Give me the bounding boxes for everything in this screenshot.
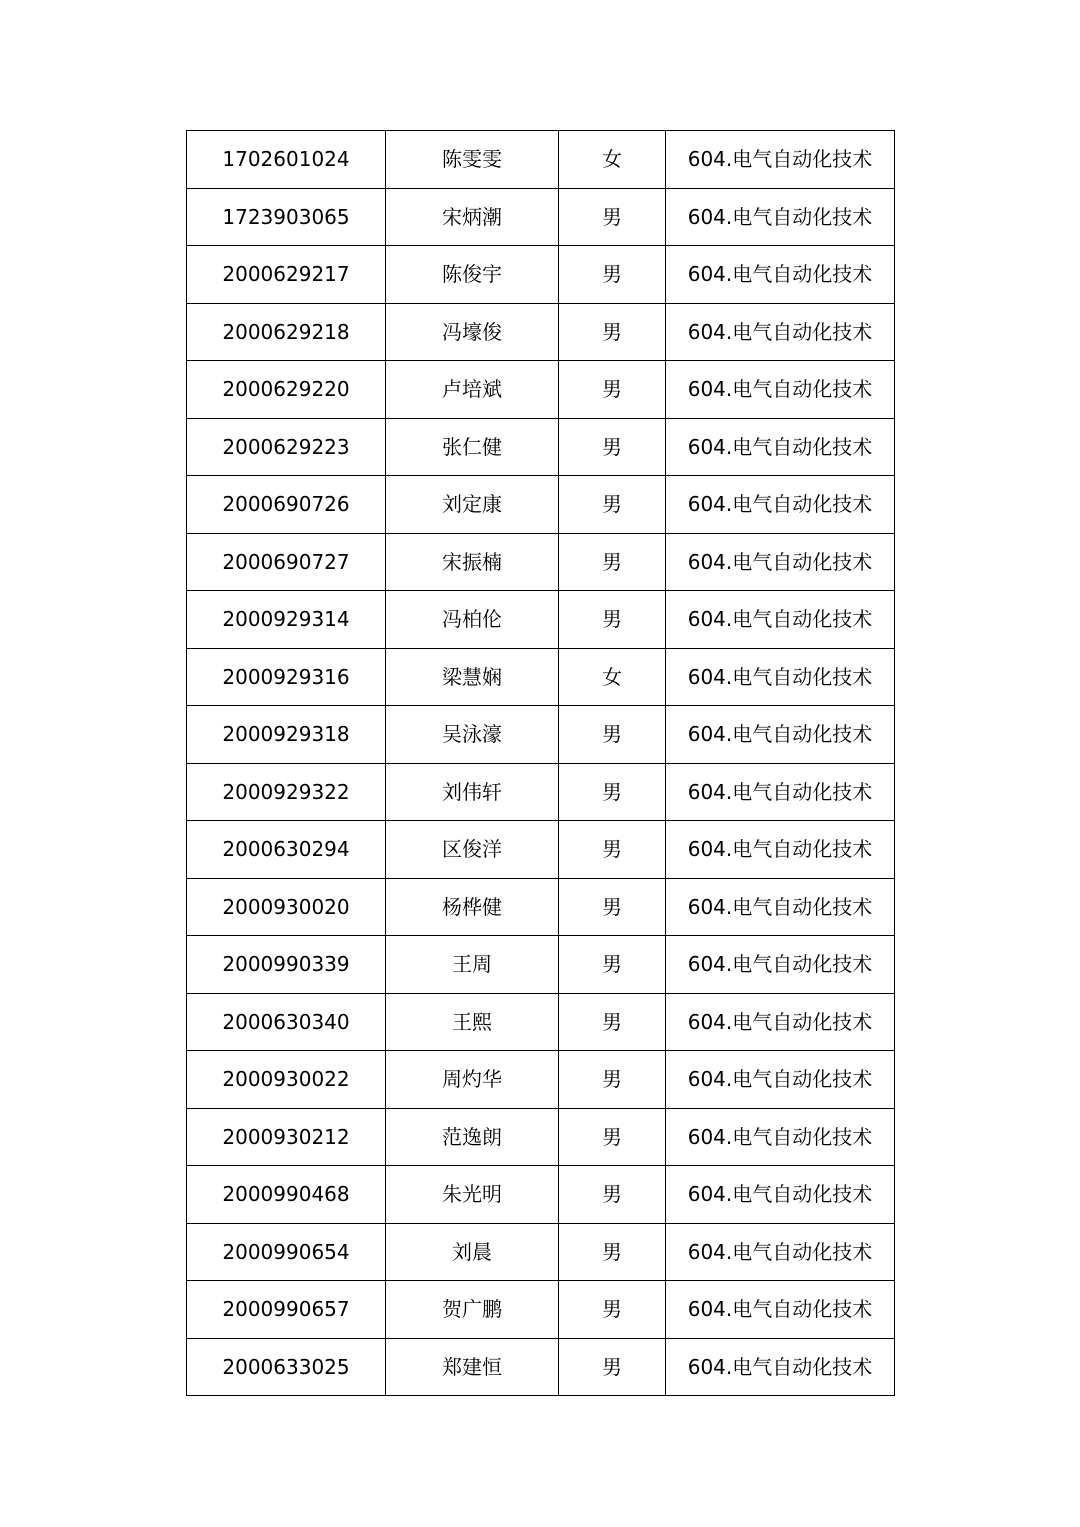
- student-major-cell: 604.电气自动化技术: [666, 878, 895, 936]
- student-id-cell: 2000990654: [187, 1223, 386, 1281]
- student-id-cell: 2000990657: [187, 1281, 386, 1339]
- student-name-cell: 冯壕俊: [386, 303, 559, 361]
- table-row: [187, 936, 895, 994]
- student-gender-cell: 男: [559, 418, 666, 476]
- student-gender-cell: 男: [559, 303, 666, 361]
- student-gender-cell: 男: [559, 246, 666, 304]
- student-gender-cell: 男: [559, 993, 666, 1051]
- student-major-cell: 604.电气自动化技术: [666, 476, 895, 534]
- student-id-cell: 2000629223: [187, 418, 386, 476]
- table-row: [187, 591, 895, 649]
- student-major-cell: 604.电气自动化技术: [666, 361, 895, 419]
- student-name-cell: 郑建恒: [386, 1338, 559, 1396]
- student-name-cell: 周灼华: [386, 1051, 559, 1109]
- student-major-cell: 604.电气自动化技术: [666, 303, 895, 361]
- student-id-cell: 2000630340: [187, 993, 386, 1051]
- table-row: [187, 706, 895, 764]
- table-row: [187, 821, 895, 879]
- student-id-cell: 2000633025: [187, 1338, 386, 1396]
- student-major-cell: 604.电气自动化技术: [666, 821, 895, 879]
- table-row: [187, 533, 895, 591]
- student-gender-cell: 男: [559, 878, 666, 936]
- table-row: [187, 993, 895, 1051]
- table-row: [187, 1281, 895, 1339]
- student-major-cell: 604.电气自动化技术: [666, 936, 895, 994]
- student-name-cell: 冯柏伦: [386, 591, 559, 649]
- student-name-cell: 陈雯雯: [386, 131, 559, 189]
- table-row: [187, 1108, 895, 1166]
- student-major-cell: 604.电气自动化技术: [666, 1281, 895, 1339]
- student-major-cell: 604.电气自动化技术: [666, 591, 895, 649]
- student-major-cell: 604.电气自动化技术: [666, 706, 895, 764]
- student-name-cell: 杨桦健: [386, 878, 559, 936]
- student-name-cell: 张仁健: [386, 418, 559, 476]
- student-id-cell: 2000930020: [187, 878, 386, 936]
- student-gender-cell: 男: [559, 1051, 666, 1109]
- student-gender-cell: 男: [559, 476, 666, 534]
- table-row: [187, 1051, 895, 1109]
- student-gender-cell: 男: [559, 1108, 666, 1166]
- student-gender-cell: 男: [559, 1223, 666, 1281]
- table-row: [187, 131, 895, 189]
- student-gender-cell: 男: [559, 936, 666, 994]
- table-row: [187, 763, 895, 821]
- student-major-cell: 604.电气自动化技术: [666, 648, 895, 706]
- student-name-cell: 贺广鹏: [386, 1281, 559, 1339]
- student-name-cell: 陈俊宇: [386, 246, 559, 304]
- table-row: [187, 1166, 895, 1224]
- student-id-cell: 2000690727: [187, 533, 386, 591]
- student-id-cell: 2000930022: [187, 1051, 386, 1109]
- student-id-cell: 1723903065: [187, 188, 386, 246]
- student-major-cell: 604.电气自动化技术: [666, 246, 895, 304]
- student-major-cell: 604.电气自动化技术: [666, 188, 895, 246]
- student-id-cell: 2000629220: [187, 361, 386, 419]
- student-id-cell: 2000630294: [187, 821, 386, 879]
- student-id-cell: 2000929316: [187, 648, 386, 706]
- student-id-cell: 2000929322: [187, 763, 386, 821]
- table-row: [187, 418, 895, 476]
- student-gender-cell: 女: [559, 648, 666, 706]
- student-id-cell: 2000629217: [187, 246, 386, 304]
- student-name-cell: 刘定康: [386, 476, 559, 534]
- student-name-cell: 宋炳潮: [386, 188, 559, 246]
- table-row: [187, 361, 895, 419]
- table-row: [187, 878, 895, 936]
- student-id-cell: 2000990339: [187, 936, 386, 994]
- student-major-cell: 604.电气自动化技术: [666, 1223, 895, 1281]
- student-major-cell: 604.电气自动化技术: [666, 418, 895, 476]
- table-row: [187, 1338, 895, 1396]
- student-major-cell: 604.电气自动化技术: [666, 993, 895, 1051]
- student-gender-cell: 男: [559, 591, 666, 649]
- student-major-cell: 604.电气自动化技术: [666, 763, 895, 821]
- student-id-cell: 2000629218: [187, 303, 386, 361]
- student-id-cell: 1702601024: [187, 131, 386, 189]
- table-row: [187, 188, 895, 246]
- student-name-cell: 刘伟轩: [386, 763, 559, 821]
- table-row: [187, 246, 895, 304]
- student-name-cell: 区俊洋: [386, 821, 559, 879]
- student-id-cell: 2000929318: [187, 706, 386, 764]
- table-row: [187, 476, 895, 534]
- student-gender-cell: 男: [559, 1166, 666, 1224]
- student-name-cell: 王周: [386, 936, 559, 994]
- table-row: [187, 648, 895, 706]
- student-gender-cell: 男: [559, 821, 666, 879]
- student-major-cell: 604.电气自动化技术: [666, 1166, 895, 1224]
- student-major-cell: 604.电气自动化技术: [666, 533, 895, 591]
- student-name-cell: 朱光明: [386, 1166, 559, 1224]
- student-name-cell: 卢培斌: [386, 361, 559, 419]
- student-name-cell: 王熙: [386, 993, 559, 1051]
- roster-table-body: [187, 131, 895, 1396]
- student-name-cell: 范逸朗: [386, 1108, 559, 1166]
- student-id-cell: 2000690726: [187, 476, 386, 534]
- student-major-cell: 604.电气自动化技术: [666, 1338, 895, 1396]
- student-gender-cell: 男: [559, 706, 666, 764]
- student-major-cell: 604.电气自动化技术: [666, 131, 895, 189]
- student-name-cell: 梁慧娴: [386, 648, 559, 706]
- student-id-cell: 2000990468: [187, 1166, 386, 1224]
- student-gender-cell: 男: [559, 188, 666, 246]
- student-name-cell: 宋振楠: [386, 533, 559, 591]
- student-gender-cell: 男: [559, 1338, 666, 1396]
- table-row: [187, 1223, 895, 1281]
- student-gender-cell: 男: [559, 1281, 666, 1339]
- student-gender-cell: 男: [559, 361, 666, 419]
- student-gender-cell: 男: [559, 763, 666, 821]
- student-name-cell: 吴泳濠: [386, 706, 559, 764]
- student-id-cell: 2000929314: [187, 591, 386, 649]
- student-name-cell: 刘晨: [386, 1223, 559, 1281]
- student-gender-cell: 女: [559, 131, 666, 189]
- student-major-cell: 604.电气自动化技术: [666, 1051, 895, 1109]
- student-roster-table: [186, 130, 895, 1396]
- student-major-cell: 604.电气自动化技术: [666, 1108, 895, 1166]
- table-row: [187, 303, 895, 361]
- student-gender-cell: 男: [559, 533, 666, 591]
- student-id-cell: 2000930212: [187, 1108, 386, 1166]
